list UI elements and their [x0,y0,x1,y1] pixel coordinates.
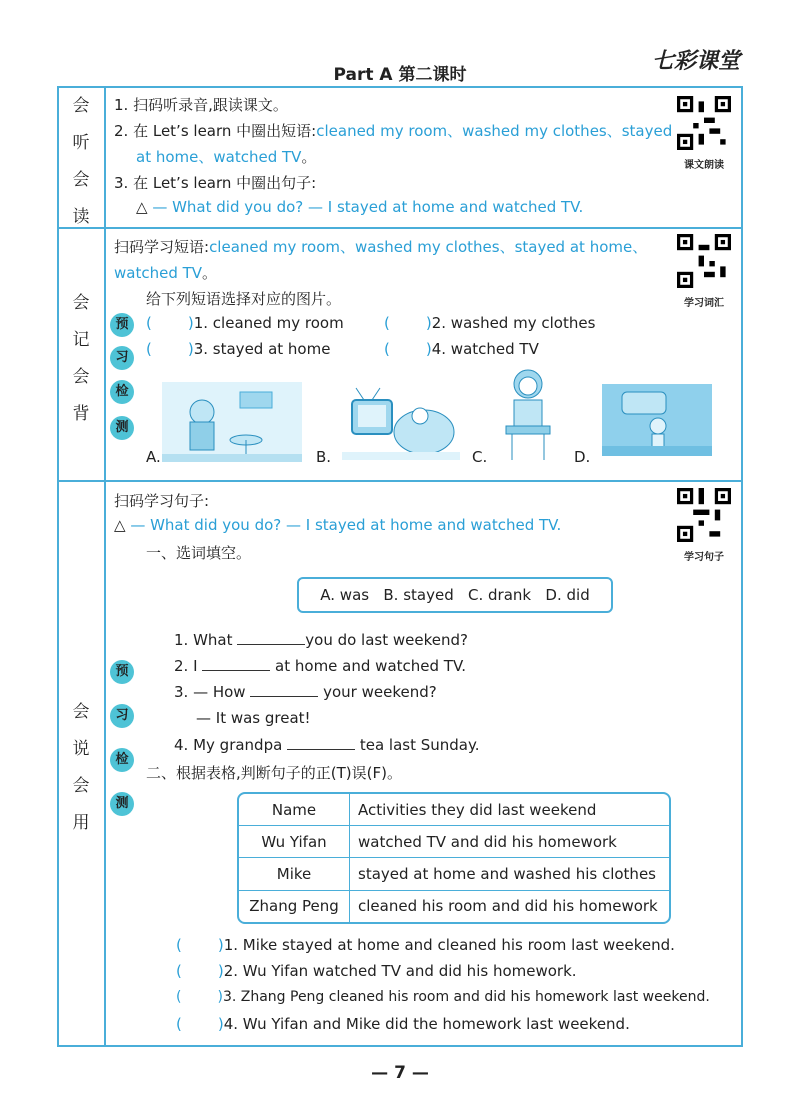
answer-paren-close: ) [217,1015,224,1033]
frame-bottom [57,1045,743,1047]
blank-input[interactable] [237,630,305,645]
answer-paren-open: ( [384,340,390,358]
instruction: 给下列短语选择对应的图片。 [146,290,342,308]
judge-item-text: 2. Wu Yifan watched TV and did his homework. [223,962,577,980]
fill-after: you do last weekend? [305,631,468,649]
fill-item [174,630,468,649]
qr-label: 课文朗读 [684,160,724,171]
task-line-2-cont [136,146,316,167]
answer-paren-open: ( [384,314,390,332]
side-char: 听 [72,133,90,153]
picture-label: D. [574,448,591,466]
table-cell: watched TV and did his homework [350,826,670,858]
table-header-row [239,794,669,826]
triangle-icon: △ [136,198,148,216]
key-sentence [114,516,561,534]
scan-prefix: 扫码学习短语: [114,238,210,256]
answer-paren-open: ( [146,340,152,358]
side-char: 用 [72,813,90,833]
picture-d-staying-home[interactable] [602,384,712,456]
answer-paren-open: ( [176,989,182,1005]
table-row [239,858,669,890]
judge-item-text: 3. Zhang Peng cleaned his room and did his homework last weekend. [222,989,710,1005]
blank-input[interactable] [250,682,318,697]
side-char: 会 [72,367,90,387]
picture-label: A. [146,448,161,466]
scan-phrases: cleaned my room、washed my clothes、stayed at home、 [209,238,648,256]
punct: 。 [202,264,218,282]
activities-table [237,792,671,924]
preview-badge: 测 [110,416,134,440]
word-box: A. was B. stayed C. drank D. did [297,577,613,613]
judge-item[interactable] [176,936,675,954]
task-line-2-phrases: cleaned my room、washed my clothes、stayed [316,122,673,140]
answer-paren-close: ) [425,340,432,358]
task-line-3: 3. 在 Let’s learn 中圈出句子: [114,174,317,192]
side-char: 读 [72,207,90,227]
frame-divider-2 [57,480,743,482]
preview-badge: 习 [110,346,134,370]
task-line-2 [114,120,672,141]
match-item-text: 3. stayed at home [193,340,331,358]
match-item-text: 4. watched TV [431,340,539,358]
fill-before: 2. I [174,657,203,675]
table-cell: Mike [239,858,350,890]
table-cell: Zhang Peng [239,890,350,922]
side-char: 会 [72,170,90,190]
fill-before: 4. My grandpa [174,736,288,754]
answer-paren-close: ) [425,314,432,332]
answer-paren-open: ( [146,314,152,332]
part2-title: 二、根据表格,判断句子的正(T)误(F)。 [146,764,402,782]
scan-phrases-cont-text: watched TV [114,264,203,282]
table-header: Activities they did last weekend [350,794,670,826]
picture-c-drinking-tea[interactable] [498,366,560,462]
answer-paren-close: ) [217,989,223,1005]
section2-side-label [58,285,104,433]
page-title: Part A 第二课时 [333,65,467,85]
side-char: 会 [72,293,90,313]
fill-before: — It was great! [196,709,311,727]
preview-badge: 预 [110,660,134,684]
table-row [239,890,669,922]
qr-label: 学习词汇 [684,298,724,309]
answer-paren-close: ) [217,962,224,980]
side-char: 说 [72,739,90,759]
table-cell: cleaned his room and did his homework [350,890,670,922]
table-row [239,826,669,858]
preview-badge: 习 [110,704,134,728]
fill-item [174,735,479,754]
brand-logo: 七彩课堂 [652,48,741,74]
section3-side-label [58,694,104,842]
picture-b-watching-tv[interactable] [342,382,460,462]
qr-code-icon[interactable] [677,96,731,150]
preview-badge: 检 [110,748,134,772]
match-item-text: 2. washed my clothes [431,314,596,332]
fill-after: your weekend? [318,683,437,701]
side-char: 会 [72,96,90,116]
scan-phrases-cont [114,262,217,283]
qr-code-icon[interactable] [677,488,731,542]
table-cell: stayed at home and washed his clothes [350,858,670,890]
answer-paren-close: ) [187,340,194,358]
answer-paren-open: ( [176,1015,182,1033]
qr-label: 学习句子 [684,552,724,563]
picture-label: B. [316,448,332,466]
fill-after: at home and watched TV. [270,657,467,675]
scan-sentence-title: 扫码学习句子: [114,492,210,510]
fill-after: tea last Sunday. [355,736,480,754]
preview-badge: 检 [110,380,134,404]
punct: 。 [301,148,317,166]
judge-item[interactable] [176,1015,630,1033]
side-char: 会 [72,776,90,796]
table-cell: Wu Yifan [239,826,350,858]
judge-item[interactable] [176,962,577,980]
task-line-1: 1. 扫码听录音,跟读课文。 [114,96,288,114]
side-char: 会 [72,702,90,722]
match-item[interactable] [384,314,595,332]
page-number: — 7 — [371,1063,429,1083]
picture-label: C. [472,448,488,466]
match-item[interactable] [146,314,344,332]
judge-item[interactable] [176,989,710,1005]
blank-input[interactable] [287,735,355,750]
match-item[interactable] [384,340,539,358]
task-line-2-cont-phrases: at home、watched TV [136,148,302,166]
fill-before: 1. What [174,631,238,649]
preview-badge: 测 [110,792,134,816]
key-sentence-text: — What did you do? — I stayed at home and watched TV. [152,198,584,216]
key-sentence [136,198,583,216]
fill-before: 3. — How [174,683,251,701]
side-char: 记 [72,330,90,350]
answer-paren-close: ) [217,936,224,954]
fill-item [196,709,311,727]
answer-paren-open: ( [176,936,182,954]
answer-paren-close: ) [187,314,194,332]
section1-side-label [58,88,104,236]
qr-code-icon[interactable] [677,234,731,288]
blank-input[interactable] [202,656,270,671]
triangle-icon: △ [114,516,126,534]
answer-paren-open: ( [176,962,182,980]
task-line-2-prefix: 2. 在 Let’s learn 中圈出短语: [114,122,317,140]
frame-inner [104,86,106,1047]
scan-phrases-line [114,236,647,257]
frame-top [57,86,743,88]
judge-item-text: 4. Wu Yifan and Mike did the homework last weekend. [223,1015,630,1033]
key-sentence-text: — What did you do? — I stayed at home and watched TV. [130,516,562,534]
side-char: 背 [72,404,90,424]
part1-title: 一、选词填空。 [146,544,252,562]
match-item-text: 1. cleaned my room [193,314,344,332]
preview-badge: 预 [110,313,134,337]
frame-right [741,86,743,1047]
picture-a-cleaning-room[interactable] [162,382,302,462]
match-item[interactable] [146,340,330,358]
frame-divider-1 [57,227,743,229]
judge-item-text: 1. Mike stayed at home and cleaned his room last weekend. [223,936,675,954]
fill-item [174,682,437,701]
fill-item [174,656,466,675]
table-header: Name [239,794,350,826]
